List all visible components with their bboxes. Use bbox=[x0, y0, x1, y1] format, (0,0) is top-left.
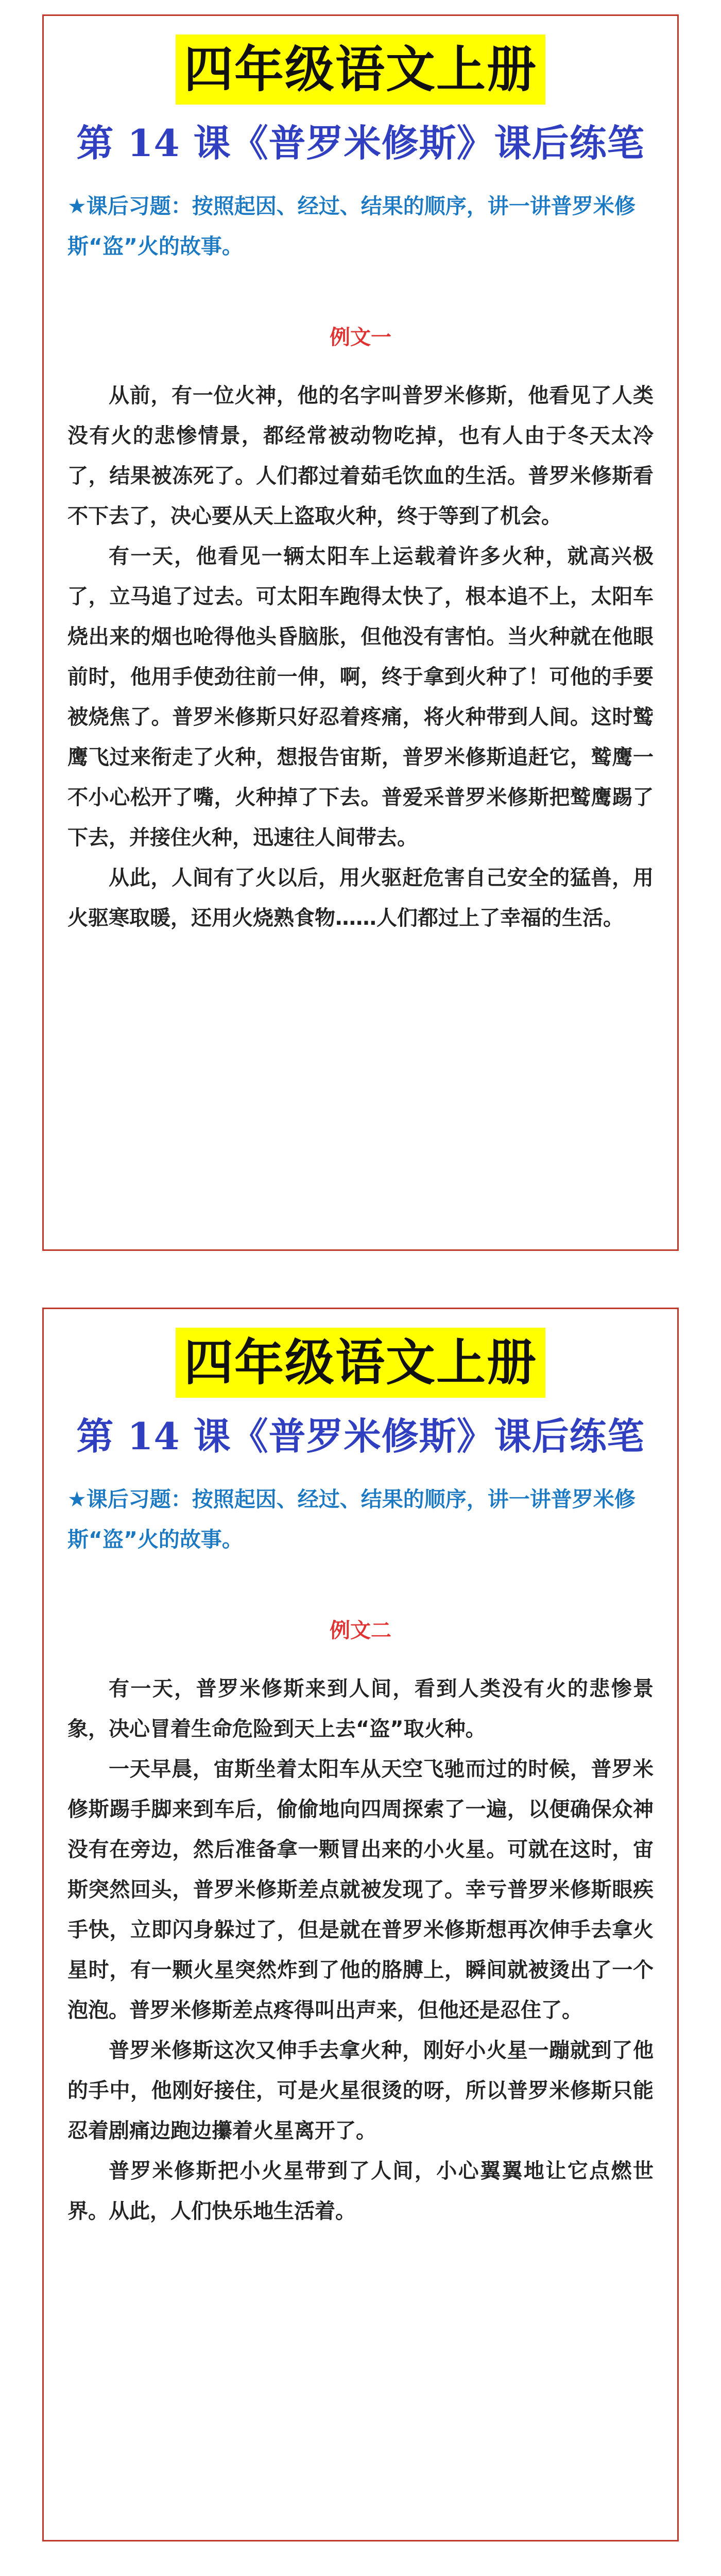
example-label: 例文一 bbox=[330, 326, 391, 349]
task-prompt: ★课后习题：按照起因、经过、结果的顺序，讲一讲普罗米修斯“盗”火的故事。 bbox=[67, 194, 636, 259]
grade-title-wrap bbox=[67, 35, 654, 108]
task-prompt: ★课后习题：按照起因、经过、结果的顺序，讲一讲普罗米修斯“盗”火的故事。 bbox=[67, 1487, 636, 1552]
essay-paragraph: 普罗米修斯把小火星带到了人间，小心翼翼地让它点燃世界。从此，人们快乐地生活着。 bbox=[67, 2159, 654, 2223]
essay-paragraph: 从此，人间有了火以后，用火驱赶危害自己安全的猛兽，用火驱寒取暖，还用火烧熟食物……人们都过上了幸福的生活。 bbox=[67, 866, 654, 930]
essay-paragraph: 从前，有一位火神，他的名字叫普罗米修斯，他看见了人类没有火的悲惨情景，都经常被动物吃掉，也有人由于冬天太冷了，结果被冻死了。人们都过着茹毛饮血的生活。普罗米修斯看不下去了，决心要从天上盗取火种，终于等到了机会。 bbox=[67, 384, 654, 528]
essay-paragraph: 一天早晨，宙斯坐着太阳车从天空飞驰而过的时候，普罗米修斯踢手脚来到车后，偷偷地向四周探索了一遍，以便确保众神没有在旁边，然后准备拿一颗冒出来的小火星。可就在这时，宙斯突然回头，普罗米修斯差点就被发现了。幸亏普罗米修斯眼疾手快，立即闪身躲过了，但是就在普罗米修斯想再次伸手去拿火星时，有一颗火星突然炸到了他的胳膊上，瞬间就被烫出了一个泡泡。普罗米修斯差点疼得叫出声来，但他还是忍住了。 bbox=[67, 1757, 654, 2022]
grade-title: 四年级语文上册 bbox=[176, 1328, 545, 1398]
exercise-card-1 bbox=[42, 14, 679, 1251]
essay-paragraph: 普罗米修斯这次又伸手去拿火种，刚好小火星一蹦就到了他的手中，他刚好接住，可是火星很烫的呀，所以普罗米修斯只能忍着剧痛边跑边攥着火星离开了。 bbox=[67, 2039, 654, 2143]
essay-paragraph: 有一天，他看见一辆太阳车上运载着许多火种，就高兴极了，立马追了过去。可太阳车跑得太快了，根本追不上，太阳车烧出来的烟也呛得他头昏脑胀，但他没有害怕。当火种就在他眼前时，他用手使劲往前一伸，啊，终于拿到火种了！可他的手要被烧焦了。普罗米修斯只好忍着疼痛，将火种带到人间。这时鹫鹰飞过来衔走了火种，想报告宙斯，普罗米修斯追赶它，鹫鹰一不小心松开了嘴，火种掉了下去。普爱采普罗米修斯把鹫鹰踢了下去，并接住火种，迅速往人间带去。 bbox=[67, 545, 654, 850]
example-label: 例文二 bbox=[330, 1619, 391, 1642]
essay-paragraph: 有一天，普罗米修斯来到人间，看到人类没有火的悲惨景象，决心冒着生命危险到天上去“盗”取火种。 bbox=[67, 1677, 654, 1741]
lesson-title: 第 14 课《普罗米修斯》课后练笔 bbox=[76, 121, 645, 165]
grade-title-wrap bbox=[67, 1328, 654, 1401]
grade-title: 四年级语文上册 bbox=[176, 35, 545, 105]
lesson-title: 第 14 课《普罗米修斯》课后练笔 bbox=[76, 1414, 645, 1458]
exercise-card-2 bbox=[42, 1308, 679, 2541]
